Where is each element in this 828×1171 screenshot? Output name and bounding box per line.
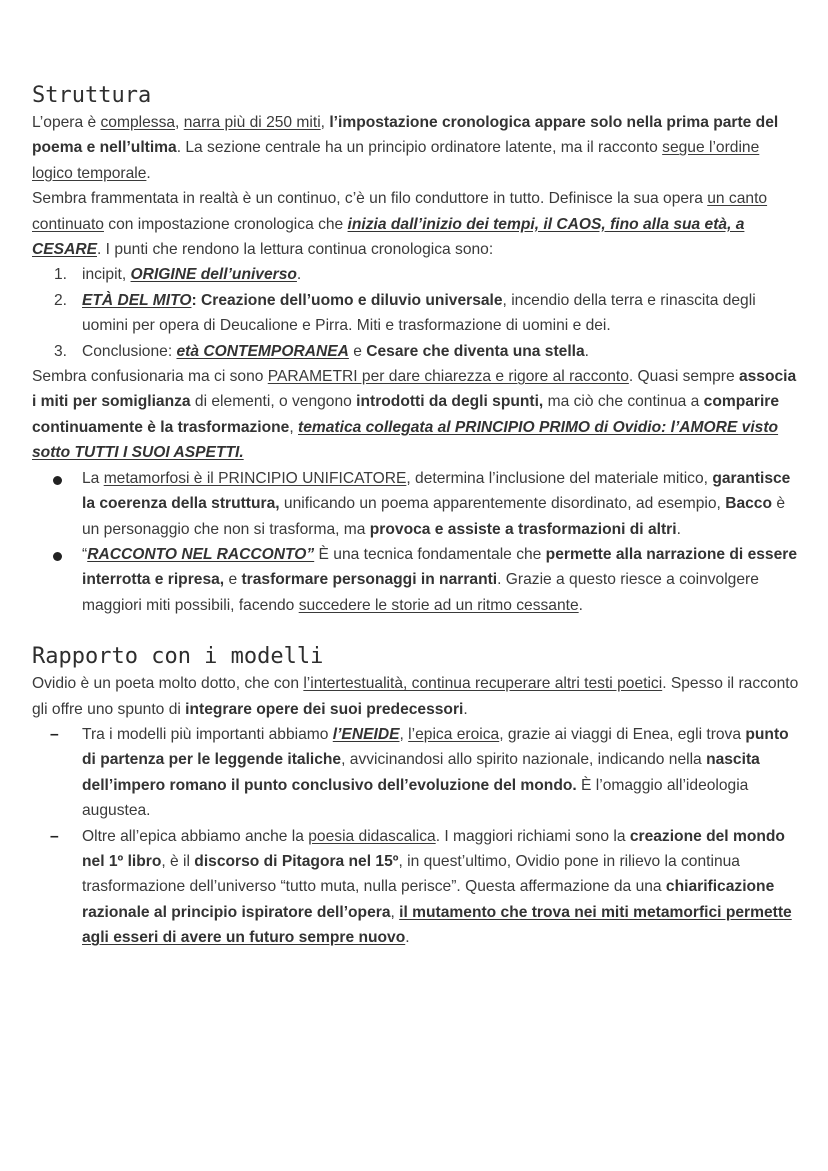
list-item: 3. Conclusione: età CONTEMPORANEA e Cesare che diventa una stella. — [54, 342, 590, 360]
section-heading-struttura: Struttura — [32, 83, 152, 108]
struttura-paragraph-3: Sembra confusionaria ma ci sono PARAMETRI per dare chiarezza e rigore al racconto. Quasi sempre associa i miti per somiglianza di elementi, o vengono introdotti da degli spunti, ma ciò che continua a comparire continuamente è la trasformazione, tematica collegata al PRINCIPIO PRIMO di Ovidio: l’AMORE visto sotto TUTTI I SUOI ASPETTI. — [32, 368, 797, 462]
dash-icon: – — [50, 827, 59, 845]
struttura-paragraph-1: L’opera è complessa, narra più di 250 miti, l’impostazione cronologica appare solo nella prima parte del poema e nell’ultima. La sezione centrale ha un principio ordinatore latente, ma il racconto segue l’ordine logico temporale. — [32, 114, 779, 182]
list-item: 2. ETÀ DEL MITO: Creazione dell’uomo e diluvio universale, incendio della terra e rinascita degli uomini per opera di Deucalione e Pirra. Miti e trasformazione di uomini e dei. — [54, 291, 756, 335]
bullet-icon — [53, 552, 62, 561]
chronology-list — [32, 262, 802, 364]
list-item: La metamorfosi è il PRINCIPIO UNIFICATORE, determina l’inclusione del materiale mitico, garantisce la coerenza della struttura, unificando un poema apparentemente disordinato, ad esempio, Bacco è un personaggio che non si trasforma, ma provoca e assiste a trasformazioni di altri. — [32, 466, 802, 542]
document-page — [32, 82, 802, 951]
bullet-icon — [53, 476, 62, 485]
struttura-paragraph-2: Sembra frammentata in realtà è un continuo, c’è un filo conduttore in tutto. Definisce la sua opera un canto continuato con impostazione cronologica che inizia dall’inizio dei tempi, il CAOS, fino alla sua età, a CESARE. I punti che rendono la lettura continua cronologica sono: — [32, 190, 768, 259]
list-item: 1. incipit, ORIGINE dell’universo. — [54, 266, 302, 284]
modelli-paragraph-1: Ovidio è un poeta molto dotto, che con l’intertestualità, continua recuperare altri testi poetici. Spesso il racconto gli offre uno spunto di integrare opere dei suoi predecessori. — [32, 675, 799, 718]
section-heading-modelli: Rapporto con i modelli — [32, 644, 324, 670]
dash-icon: – — [50, 725, 59, 743]
bullet-list — [32, 466, 802, 618]
list-item: “RACCONTO NEL RACCONTO” È una tecnica fondamentale che permette alla narrazione di essere interrotta e ripresa, e trasformare personaggi in narranti. Grazie a questo riesce a coinvolgere maggiori miti possibili, facendo succedere le storie ad un ritmo cessante. — [32, 542, 802, 618]
dash-list — [32, 722, 802, 951]
list-item: – Tra i modelli più importanti abbiamo l’ENEIDE, l’epica eroica, grazie ai viaggi di Enea, egli trova punto di partenza per le leggende italiche, avvicinandosi allo spirito nazionale, indicando nella nascita dell’impero romano il punto conclusivo dell’evoluzione del mondo. È l’omaggio all’ideologia augustea. — [32, 722, 802, 824]
list-item: – Oltre all’epica abbiamo anche la poesia didascalica. I maggiori richiami sono la creazione del mondo nel 1º libro, è il discorso di Pitagora nel 15º, in quest’ultimo, Ovidio pone in rilievo la continua trasformazione dell’universo “tutto muta, nulla perisce”. Questa affermazione da una chiarificazione razionale al principio ispiratore dell’opera, il mutamento che trova nei miti metamorfici permette agli esseri di avere un futuro sempre nuovo. — [32, 824, 802, 951]
